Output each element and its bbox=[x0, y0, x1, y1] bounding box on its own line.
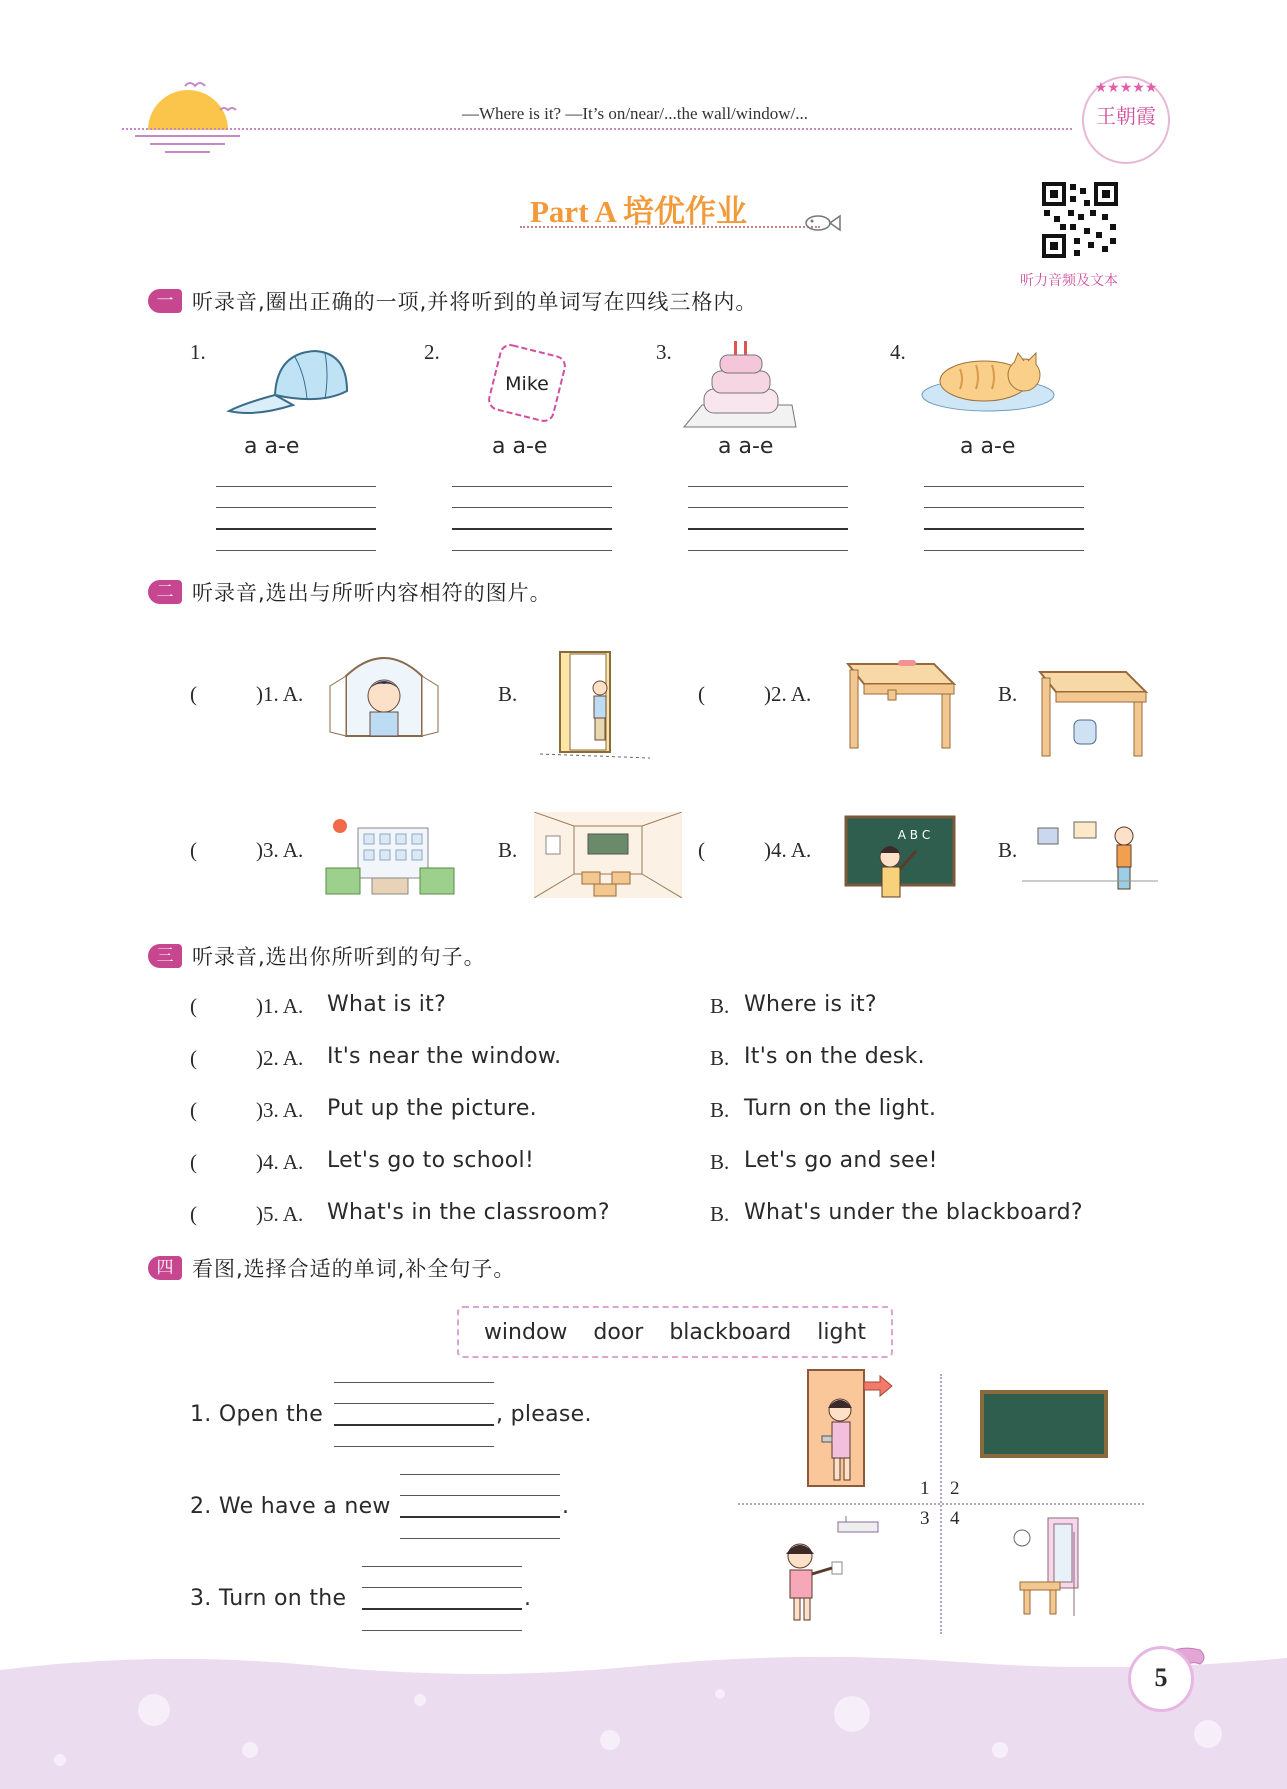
option-b: It's on the desk. bbox=[744, 1044, 925, 1069]
desk-picture bbox=[844, 660, 956, 750]
girl-light-switch-picture bbox=[770, 1516, 890, 1626]
option-a: What's in the classroom? bbox=[327, 1200, 610, 1225]
option-a: It's near the window. bbox=[327, 1044, 562, 1069]
question-row bbox=[190, 992, 1190, 1024]
question-row bbox=[190, 1096, 1190, 1128]
sentence-end: , please. bbox=[496, 1402, 592, 1427]
word-option: light bbox=[817, 1319, 867, 1345]
sentence-start: 1. Open the bbox=[190, 1402, 324, 1427]
room-window-picture bbox=[1000, 1512, 1100, 1622]
cake-picture bbox=[682, 335, 797, 430]
qr-code-icon[interactable] bbox=[1040, 180, 1120, 260]
sentence-end: . bbox=[524, 1586, 532, 1611]
section-1-badge: 一 bbox=[148, 289, 182, 313]
choice-label: B. bbox=[998, 682, 1018, 706]
option-a: What is it? bbox=[327, 992, 447, 1017]
question-row bbox=[190, 1200, 1190, 1232]
word-option: window bbox=[483, 1319, 568, 1345]
answer-paren[interactable]: ( bbox=[190, 682, 197, 706]
choice-options[interactable]: a a-e bbox=[960, 434, 1016, 459]
answer-paren[interactable]: ( bbox=[190, 1150, 197, 1174]
option-b: Let's go and see! bbox=[744, 1148, 938, 1173]
quadrant-label: 1 bbox=[920, 1478, 930, 1499]
option-a: Put up the picture. bbox=[327, 1096, 537, 1121]
item-number: 4. bbox=[890, 340, 906, 364]
question-number: )4. A. bbox=[256, 1150, 304, 1174]
answer-paren[interactable]: ( bbox=[190, 994, 197, 1018]
quadrant-label: 3 bbox=[920, 1508, 930, 1529]
cap-picture bbox=[225, 345, 350, 425]
brand-logo: ★★★★★ 王朝霞 bbox=[1082, 76, 1170, 164]
option-b-label: B. bbox=[710, 1150, 730, 1174]
sentence-end: . bbox=[562, 1494, 570, 1519]
question-number: )1. A. bbox=[256, 994, 304, 1018]
option-b-label: B. bbox=[710, 994, 730, 1018]
header-title: —Where is it? —It’s on/near/...the wall/window/... bbox=[461, 104, 809, 123]
name-tag-picture bbox=[482, 338, 572, 428]
option-b-label: B. bbox=[710, 1202, 730, 1226]
item-number: 1. bbox=[190, 340, 206, 364]
option-a: Let's go to school! bbox=[327, 1148, 535, 1173]
footer-decoration bbox=[0, 1640, 1287, 1789]
question-row bbox=[190, 1044, 1190, 1076]
section-2-badge: 二 bbox=[148, 580, 182, 604]
section-3-instruction: 听录音,选出你所听到的句子。 bbox=[192, 945, 486, 969]
option-b: Where is it? bbox=[744, 992, 877, 1017]
choice-label: )1. A. bbox=[256, 682, 304, 706]
answer-paren[interactable]: ( bbox=[190, 838, 197, 862]
blackboard-picture bbox=[980, 1390, 1108, 1460]
writing-lines[interactable] bbox=[216, 486, 376, 552]
sun-logo bbox=[130, 74, 250, 154]
choice-label: B. bbox=[998, 838, 1018, 862]
title-underline bbox=[520, 226, 820, 228]
choice-label: B. bbox=[498, 682, 518, 706]
question-number: )3. A. bbox=[256, 1098, 304, 1122]
part-title: Part A 培优作业 bbox=[530, 194, 747, 229]
answer-paren[interactable]: ( bbox=[190, 1202, 197, 1226]
quadrant-label: 4 bbox=[950, 1508, 960, 1529]
sleeping-cat-picture bbox=[920, 345, 1060, 415]
choice-label: B. bbox=[498, 838, 518, 862]
word-bank bbox=[457, 1306, 893, 1358]
blackboard-text: A B C bbox=[897, 828, 931, 842]
writing-lines[interactable] bbox=[334, 1382, 494, 1448]
quadrant-divider-horizontal bbox=[738, 1503, 1144, 1505]
quadrant-label: 2 bbox=[950, 1478, 960, 1499]
choice-options[interactable]: a a-e bbox=[244, 434, 300, 459]
option-b-label: B. bbox=[710, 1046, 730, 1070]
school-building-picture bbox=[322, 810, 458, 896]
name-tag-text: Mike bbox=[505, 373, 549, 395]
choice-options[interactable]: a a-e bbox=[492, 434, 548, 459]
word-option: blackboard bbox=[669, 1319, 792, 1345]
header-divider bbox=[122, 128, 1072, 130]
section-1-instruction: 听录音,圈出正确的一项,并将听到的单词写在四线三格内。 bbox=[192, 290, 758, 314]
page-number: 5 bbox=[1128, 1646, 1194, 1712]
choice-label: )2. A. bbox=[764, 682, 812, 706]
question-row bbox=[190, 1148, 1190, 1180]
answer-paren[interactable]: ( bbox=[190, 1046, 197, 1070]
girl-opening-door-picture bbox=[800, 1366, 900, 1490]
section-3-badge: 三 bbox=[148, 944, 182, 968]
section-2-instruction: 听录音,选出与所听内容相符的图片。 bbox=[192, 581, 552, 605]
option-b: What's under the blackboard? bbox=[744, 1200, 1083, 1225]
boy-putting-up-picture bbox=[1022, 816, 1158, 896]
question-number: )5. A. bbox=[256, 1202, 304, 1226]
writing-lines[interactable] bbox=[400, 1474, 560, 1540]
fish-icon bbox=[802, 212, 842, 234]
writing-lines[interactable] bbox=[452, 486, 612, 552]
item-number: 3. bbox=[656, 340, 672, 364]
writing-lines[interactable] bbox=[924, 486, 1084, 552]
option-b: Turn on the light. bbox=[744, 1096, 937, 1121]
option-b-label: B. bbox=[710, 1098, 730, 1122]
choice-options[interactable]: a a-e bbox=[718, 434, 774, 459]
section-4-instruction: 看图,选择合适的单词,补全句子。 bbox=[192, 1257, 516, 1281]
writing-lines[interactable] bbox=[362, 1566, 522, 1632]
writing-lines[interactable] bbox=[688, 486, 848, 552]
item-number: 2. bbox=[424, 340, 440, 364]
sentence-start: 3. Turn on the bbox=[190, 1586, 347, 1611]
word-option: door bbox=[593, 1319, 644, 1345]
qr-caption: 听力音频及文本 bbox=[1020, 273, 1118, 289]
bag-under-desk-picture bbox=[1036, 668, 1148, 758]
answer-paren[interactable]: ( bbox=[190, 1098, 197, 1122]
answer-paren[interactable]: ( bbox=[698, 838, 705, 862]
choice-label: )4. A. bbox=[764, 838, 812, 862]
classroom-picture bbox=[534, 812, 682, 898]
girl-at-blackboard-picture bbox=[844, 815, 956, 907]
choice-label: )3. A. bbox=[256, 838, 304, 862]
boy-at-window-picture bbox=[326, 646, 442, 738]
question-number: )2. A. bbox=[256, 1046, 304, 1070]
boy-at-door-picture bbox=[540, 648, 652, 760]
answer-paren[interactable]: ( bbox=[698, 682, 705, 706]
sentence-start: 2. We have a new bbox=[190, 1494, 391, 1519]
section-4-badge: 四 bbox=[148, 1256, 182, 1280]
